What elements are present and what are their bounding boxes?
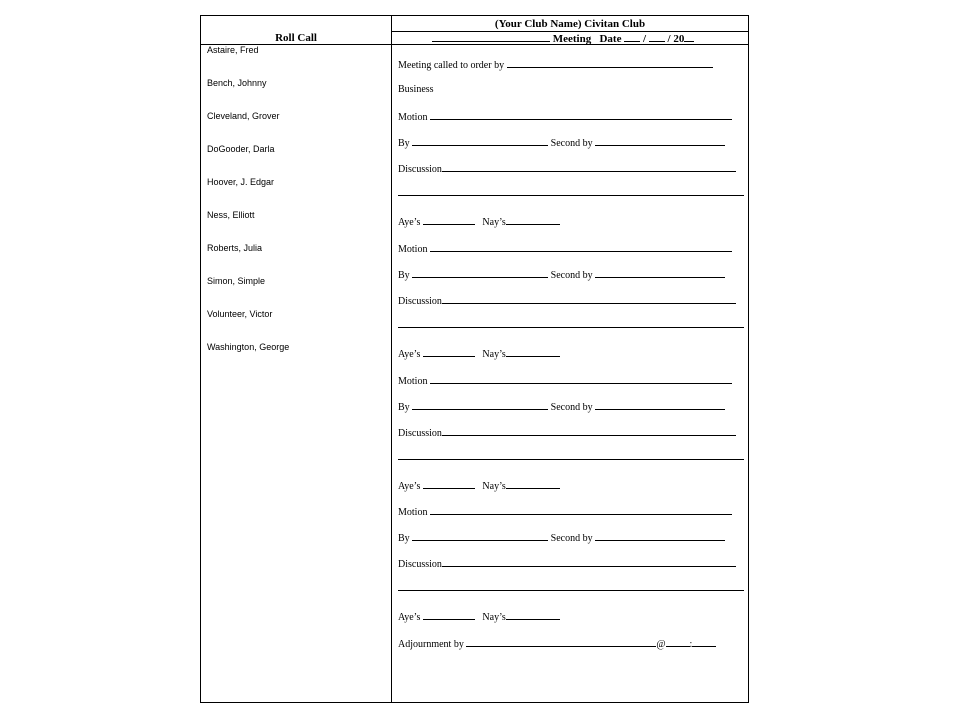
roll-call-heading: Roll Call — [275, 32, 317, 44]
vote-line — [398, 347, 560, 359]
second-by-label: Second by — [550, 138, 593, 149]
roll-call-name: DoGooder, Darla — [207, 144, 275, 154]
discussion-continuation-line[interactable] — [398, 195, 744, 196]
adjournment-line — [398, 637, 716, 649]
ayes-label: Aye’s — [398, 612, 421, 623]
called-to-order-label: Meeting called to order by — [398, 60, 505, 71]
discussion-continuation-line[interactable] — [398, 590, 744, 591]
second-by-blank[interactable] — [595, 268, 725, 278]
motion-label: Motion — [398, 507, 428, 518]
roll-call-name: Hoover, J. Edgar — [207, 177, 275, 187]
motion-blank[interactable] — [430, 505, 732, 515]
by-label: By — [398, 402, 410, 413]
moved-by-blank[interactable] — [412, 268, 548, 278]
by-label: By — [398, 270, 410, 281]
roll-call-name: Roberts, Julia — [207, 243, 263, 253]
roll-call-name: Astaire, Fred — [207, 45, 259, 55]
called-to-order-blank[interactable] — [507, 58, 713, 68]
discussion-label: Discussion — [398, 296, 442, 307]
motion-blank[interactable] — [430, 242, 732, 252]
discussion-blank[interactable] — [442, 426, 736, 436]
motion-line — [398, 242, 732, 254]
date-year-prefix: 20 — [673, 33, 685, 45]
discussion-line — [398, 294, 736, 306]
by-label: By — [398, 533, 410, 544]
colon-label: : — [689, 639, 693, 650]
discussion-line — [398, 162, 736, 174]
discussion-blank[interactable] — [442, 162, 736, 172]
adjournment-hour-blank[interactable] — [666, 637, 690, 647]
ayes-label: Aye’s — [398, 349, 421, 360]
date-label: Date — [599, 33, 622, 45]
nays-blank[interactable] — [506, 347, 560, 357]
moved-by-blank[interactable] — [412, 531, 548, 541]
motion-blank[interactable] — [430, 110, 732, 120]
vote-line — [398, 479, 560, 491]
club-title: (Your Club Name) Civitan Club — [494, 18, 646, 30]
ayes-label: Aye’s — [398, 217, 421, 228]
minutes-section — [398, 16, 748, 702]
ayes-label: Aye’s — [398, 481, 421, 492]
ayes-blank[interactable] — [423, 479, 475, 489]
motion-blank[interactable] — [430, 374, 732, 384]
discussion-continuation-line[interactable] — [398, 459, 744, 460]
business-line — [398, 84, 434, 96]
nays-blank[interactable] — [506, 215, 560, 225]
second-by-label: Second by — [550, 533, 593, 544]
discussion-label: Discussion — [398, 559, 442, 570]
motion-label: Motion — [398, 376, 428, 387]
nays-label: Nay’s — [482, 349, 506, 360]
by-line — [398, 268, 725, 280]
date-separator: / — [667, 33, 671, 45]
nays-label: Nay’s — [482, 481, 506, 492]
roll-call-name: Cleveland, Grover — [207, 111, 280, 121]
adjournment-minute-blank[interactable] — [692, 637, 716, 647]
discussion-label: Discussion — [398, 164, 442, 175]
nays-label: Nay’s — [482, 217, 506, 228]
discussion-blank[interactable] — [442, 294, 736, 304]
by-line — [398, 136, 725, 148]
by-line — [398, 400, 725, 412]
motion-line — [398, 110, 732, 122]
motion-line — [398, 374, 732, 386]
second-by-blank[interactable] — [595, 531, 725, 541]
discussion-line — [398, 426, 736, 438]
motion-line — [398, 505, 732, 517]
motion-label: Motion — [398, 244, 428, 255]
roll-call-name: Simon, Simple — [207, 276, 266, 286]
business-label: Business — [398, 84, 434, 95]
moved-by-blank[interactable] — [412, 400, 548, 410]
nays-label: Nay’s — [482, 612, 506, 623]
second-by-blank[interactable] — [595, 400, 725, 410]
moved-by-blank[interactable] — [412, 136, 548, 146]
ayes-blank[interactable] — [423, 347, 475, 357]
vote-line — [398, 215, 560, 227]
ayes-blank[interactable] — [423, 610, 475, 620]
by-label: By — [398, 138, 410, 149]
called-to-order-line — [398, 58, 713, 70]
adjournment-label: Adjournment by — [398, 639, 464, 650]
second-by-blank[interactable] — [595, 136, 725, 146]
discussion-continuation-line[interactable] — [398, 327, 744, 328]
meeting-form — [200, 15, 749, 703]
column-divider — [391, 16, 392, 702]
roll-call-name: Bench, Johnny — [207, 78, 267, 88]
motion-label: Motion — [398, 112, 428, 123]
vote-line — [398, 610, 560, 622]
roll-call-name: Volunteer, Victor — [207, 309, 273, 319]
by-line — [398, 531, 725, 543]
adjournment-by-blank[interactable] — [466, 637, 656, 647]
second-by-label: Second by — [550, 402, 593, 413]
second-by-label: Second by — [550, 270, 593, 281]
discussion-blank[interactable] — [442, 557, 736, 567]
roll-call-name: Ness, Elliott — [207, 210, 255, 220]
roll-call-name: Washington, George — [207, 342, 290, 352]
at-label: @ — [656, 639, 666, 650]
ayes-blank[interactable] — [423, 215, 475, 225]
discussion-line — [398, 557, 736, 569]
nays-blank[interactable] — [506, 479, 560, 489]
meeting-label: Meeting — [552, 33, 592, 45]
discussion-label: Discussion — [398, 428, 442, 439]
nays-blank[interactable] — [506, 610, 560, 620]
date-separator: / — [642, 33, 647, 45]
